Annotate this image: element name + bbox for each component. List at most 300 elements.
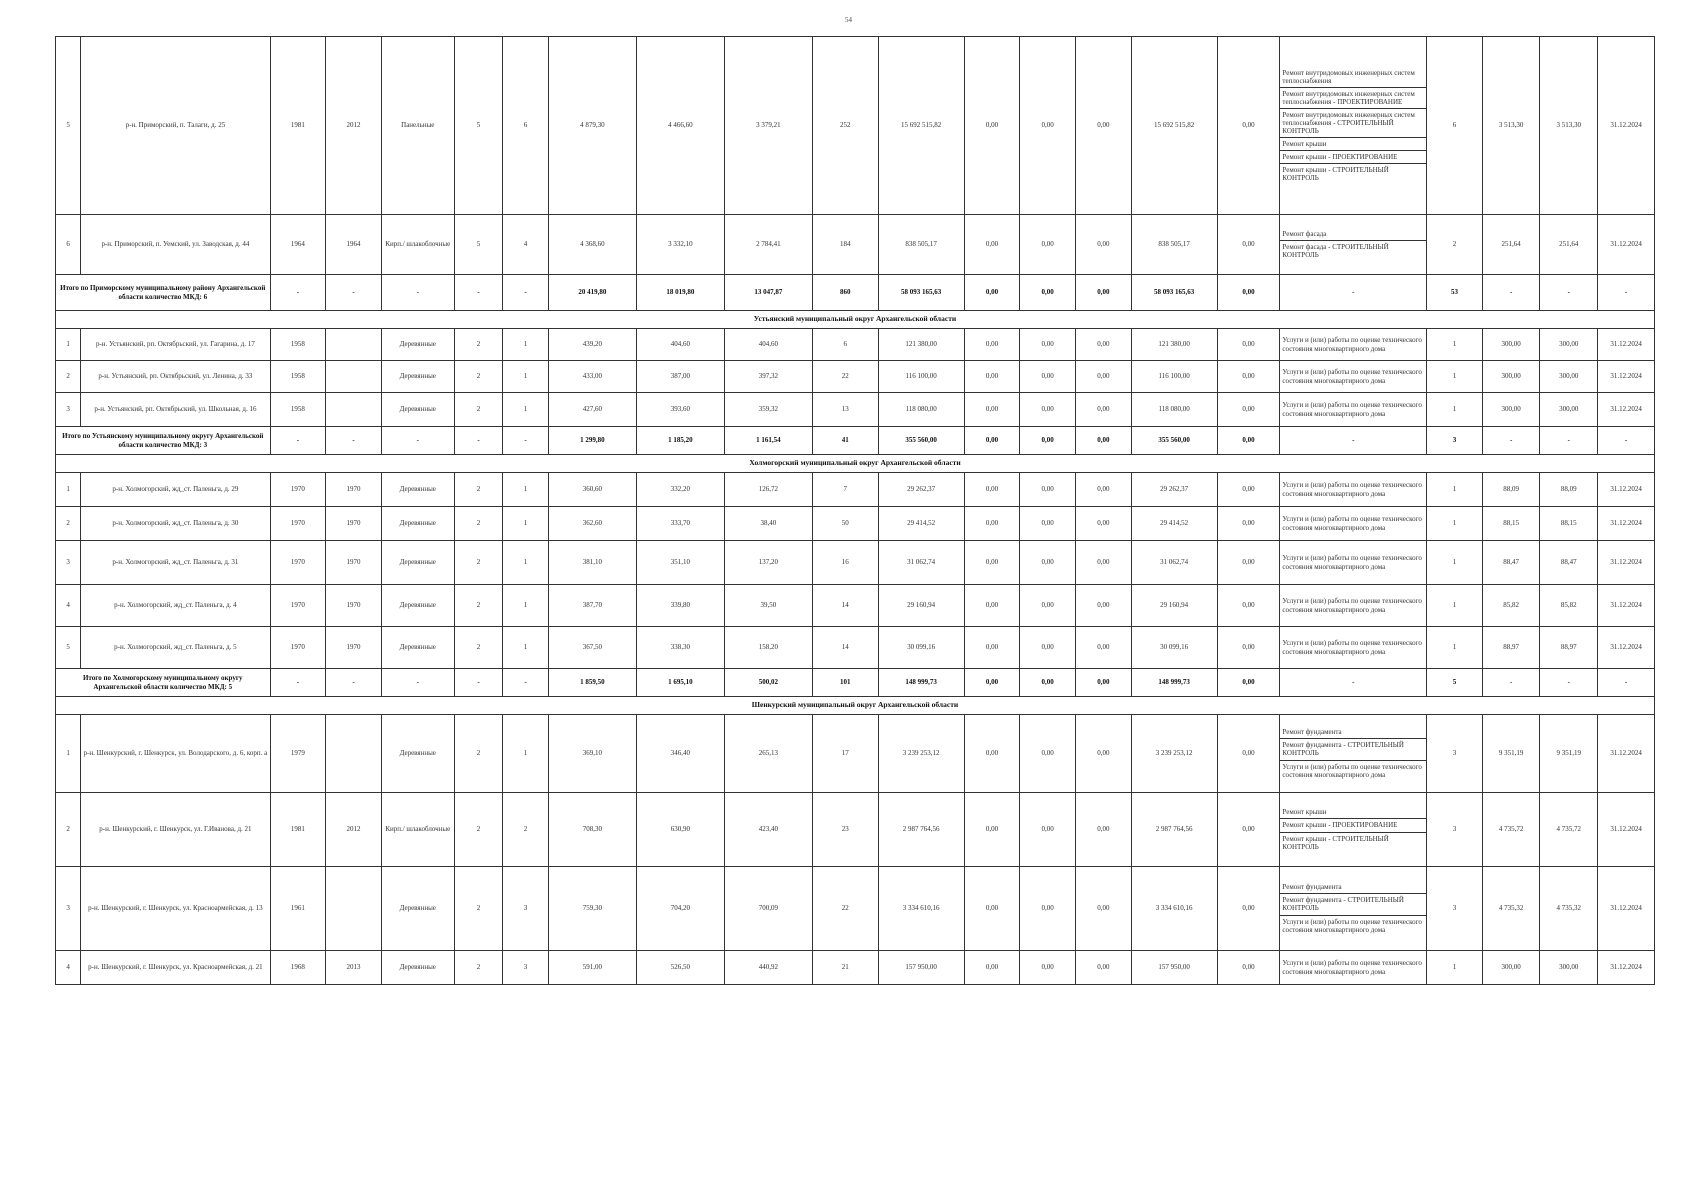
total-area-living: 1 695,10 bbox=[636, 669, 724, 697]
floors-cell: 2 bbox=[454, 585, 503, 627]
works-cell bbox=[1280, 793, 1427, 867]
entrances-cell: 2 bbox=[503, 793, 549, 867]
cost-total-cell: 30 099,16 bbox=[878, 627, 964, 669]
c5-cell: 0,00 bbox=[1217, 329, 1280, 361]
table-row bbox=[56, 715, 1655, 793]
works-count-cell: 1 bbox=[1427, 361, 1483, 393]
unit-cost-limit-cell: 300,00 bbox=[1540, 393, 1598, 427]
entrances-cell: 1 bbox=[503, 393, 549, 427]
dash-cell: - bbox=[270, 669, 326, 697]
work-item: Услуги и (или) работы по оценке технического состояния многоквартирного дома bbox=[1282, 481, 1422, 498]
works-cell bbox=[1280, 541, 1427, 585]
year-renovation-cell bbox=[326, 715, 382, 793]
total-label: Итого по Устьянскому муниципальному округу Архангельской области количество МКД: 3 bbox=[56, 427, 271, 455]
table-row bbox=[56, 473, 1655, 507]
work-item: Ремонт крыши - ПРОЕКТИРОВАНИЕ bbox=[1280, 151, 1426, 164]
row-number: 4 bbox=[56, 951, 81, 985]
total-c5: 0,00 bbox=[1217, 275, 1280, 311]
c5-cell: 0,00 bbox=[1217, 37, 1280, 215]
total-area-total: 20 419,80 bbox=[548, 275, 636, 311]
address-cell: р-н. Приморский, п. Талаги, д. 25 bbox=[81, 37, 270, 215]
residents-cell: 22 bbox=[812, 361, 878, 393]
year-built-cell: 1961 bbox=[270, 867, 326, 951]
section-header-row bbox=[56, 697, 1655, 715]
c3-cell: 0,00 bbox=[1076, 793, 1132, 867]
works-count-cell: 3 bbox=[1427, 793, 1483, 867]
entrances-cell: 6 bbox=[503, 37, 549, 215]
dash-cell: - bbox=[454, 669, 503, 697]
cost-total-cell: 29 262,37 bbox=[878, 473, 964, 507]
unit-cost-cell: 85,82 bbox=[1482, 585, 1540, 627]
total-area-living: 1 185,20 bbox=[636, 427, 724, 455]
total-area-private: 13 047,87 bbox=[724, 275, 812, 311]
total-cost-total: 355 560,00 bbox=[878, 427, 964, 455]
dash-cell: - bbox=[326, 427, 382, 455]
area-private-cell: 700,09 bbox=[724, 867, 812, 951]
dash-cell: - bbox=[270, 275, 326, 311]
c3-cell: 0,00 bbox=[1076, 867, 1132, 951]
c4-cell: 121 380,00 bbox=[1131, 329, 1217, 361]
row-number: 5 bbox=[56, 37, 81, 215]
year-renovation-cell bbox=[326, 361, 382, 393]
wall-material-cell: Деревянные bbox=[381, 473, 454, 507]
deadline-cell: 31.12.2024 bbox=[1598, 627, 1655, 669]
year-renovation-cell: 1964 bbox=[326, 215, 382, 275]
total-c4: 355 560,00 bbox=[1131, 427, 1217, 455]
area-living-cell: 346,40 bbox=[636, 715, 724, 793]
deadline-cell: 31.12.2024 bbox=[1598, 215, 1655, 275]
section-header-row bbox=[56, 311, 1655, 329]
works-cell bbox=[1280, 585, 1427, 627]
residents-cell: 50 bbox=[812, 507, 878, 541]
unit-cost-cell: 300,00 bbox=[1482, 329, 1540, 361]
c4-cell: 2 987 764,56 bbox=[1131, 793, 1217, 867]
c4-cell: 29 160,94 bbox=[1131, 585, 1217, 627]
floors-cell: 2 bbox=[454, 627, 503, 669]
works-count-cell: 1 bbox=[1427, 329, 1483, 361]
floors-cell: 2 bbox=[454, 541, 503, 585]
residents-cell: 252 bbox=[812, 37, 878, 215]
total-area-private: 1 161,54 bbox=[724, 427, 812, 455]
row-number: 2 bbox=[56, 361, 81, 393]
c5-cell: 0,00 bbox=[1217, 507, 1280, 541]
c4-cell: 157 950,00 bbox=[1131, 951, 1217, 985]
cost-total-cell: 3 239 253,12 bbox=[878, 715, 964, 793]
cost-total-cell: 3 334 610,16 bbox=[878, 867, 964, 951]
total-cost-total: 148 999,73 bbox=[878, 669, 964, 697]
wall-material-cell: Деревянные bbox=[381, 329, 454, 361]
area-living-cell: 339,80 bbox=[636, 585, 724, 627]
year-built-cell: 1970 bbox=[270, 627, 326, 669]
area-living-cell: 333,70 bbox=[636, 507, 724, 541]
dash-cell: - bbox=[1540, 427, 1598, 455]
works-cell bbox=[1280, 215, 1427, 275]
wall-material-cell: Деревянные bbox=[381, 541, 454, 585]
year-renovation-cell bbox=[326, 867, 382, 951]
page-number: 54 bbox=[845, 16, 852, 24]
works-cell bbox=[1280, 37, 1427, 215]
work-item: Ремонт фундамента bbox=[1280, 726, 1426, 739]
deadline-cell: 31.12.2024 bbox=[1598, 793, 1655, 867]
year-renovation-cell: 2012 bbox=[326, 793, 382, 867]
cost-total-cell: 31 062,74 bbox=[878, 541, 964, 585]
c5-cell: 0,00 bbox=[1217, 473, 1280, 507]
dash-cell: - bbox=[1482, 669, 1540, 697]
work-item: Ремонт фундамента - СТРОИТЕЛЬНЫЙ КОНТРОЛЬ bbox=[1280, 739, 1426, 760]
row-number: 3 bbox=[56, 867, 81, 951]
dash-cell: - bbox=[381, 669, 454, 697]
c1-cell: 0,00 bbox=[964, 361, 1020, 393]
c2-cell: 0,00 bbox=[1020, 867, 1076, 951]
table-row bbox=[56, 793, 1655, 867]
deadline-cell: 31.12.2024 bbox=[1598, 715, 1655, 793]
works-count-cell: 1 bbox=[1427, 585, 1483, 627]
unit-cost-cell: 88,97 bbox=[1482, 627, 1540, 669]
year-renovation-cell: 2013 bbox=[326, 951, 382, 985]
area-total-cell: 4 879,30 bbox=[548, 37, 636, 215]
floors-cell: 2 bbox=[454, 951, 503, 985]
residents-cell: 14 bbox=[812, 627, 878, 669]
deadline-cell: 31.12.2024 bbox=[1598, 585, 1655, 627]
c2-cell: 0,00 bbox=[1020, 473, 1076, 507]
table-row bbox=[56, 215, 1655, 275]
wall-material-cell: Деревянные bbox=[381, 715, 454, 793]
dash-cell: - bbox=[1598, 669, 1655, 697]
total-c3: 0,00 bbox=[1076, 275, 1132, 311]
cost-total-cell: 29 414,52 bbox=[878, 507, 964, 541]
c2-cell: 0,00 bbox=[1020, 393, 1076, 427]
work-item: Услуги и (или) работы по оценке технического состояния многоквартирного дома bbox=[1282, 959, 1422, 976]
floors-cell: 2 bbox=[454, 329, 503, 361]
address-cell: р-н. Устьянский, рп. Октябрьский, ул. Школьная, д. 16 bbox=[81, 393, 270, 427]
wall-material-cell: Деревянные bbox=[381, 585, 454, 627]
work-item: Ремонт внутридомовых инженерных систем теплоснабжения bbox=[1280, 67, 1426, 88]
dash-cell: - bbox=[1482, 427, 1540, 455]
c3-cell: 0,00 bbox=[1076, 393, 1132, 427]
cost-total-cell: 15 692 515,82 bbox=[878, 37, 964, 215]
c1-cell: 0,00 bbox=[964, 215, 1020, 275]
c3-cell: 0,00 bbox=[1076, 951, 1132, 985]
cost-total-cell: 116 100,00 bbox=[878, 361, 964, 393]
c4-cell: 3 334 610,16 bbox=[1131, 867, 1217, 951]
c2-cell: 0,00 bbox=[1020, 329, 1076, 361]
residents-cell: 17 bbox=[812, 715, 878, 793]
residents-cell: 6 bbox=[812, 329, 878, 361]
unit-cost-cell: 88,47 bbox=[1482, 541, 1540, 585]
deadline-cell: 31.12.2024 bbox=[1598, 541, 1655, 585]
unit-cost-limit-cell: 251,64 bbox=[1540, 215, 1598, 275]
area-private-cell: 359,32 bbox=[724, 393, 812, 427]
unit-cost-limit-cell: 300,00 bbox=[1540, 329, 1598, 361]
total-residents: 860 bbox=[812, 275, 878, 311]
section-title: Шенкурский муниципальный округ Архангельской области bbox=[56, 697, 1655, 715]
table-row bbox=[56, 627, 1655, 669]
floors-cell: 5 bbox=[454, 37, 503, 215]
dash-cell: - bbox=[270, 427, 326, 455]
c5-cell: 0,00 bbox=[1217, 361, 1280, 393]
floors-cell: 2 bbox=[454, 715, 503, 793]
unit-cost-cell: 88,15 bbox=[1482, 507, 1540, 541]
c3-cell: 0,00 bbox=[1076, 215, 1132, 275]
work-item: Услуги и (или) работы по оценке технического состояния многоквартирного дома bbox=[1282, 917, 1422, 934]
year-renovation-cell: 2012 bbox=[326, 37, 382, 215]
row-number: 6 bbox=[56, 215, 81, 275]
entrances-cell: 1 bbox=[503, 329, 549, 361]
year-built-cell: 1981 bbox=[270, 793, 326, 867]
dash-cell: - bbox=[381, 275, 454, 311]
entrances-cell: 1 bbox=[503, 361, 549, 393]
residents-cell: 22 bbox=[812, 867, 878, 951]
c1-cell: 0,00 bbox=[964, 951, 1020, 985]
c5-cell: 0,00 bbox=[1217, 215, 1280, 275]
work-item: Услуги и (или) работы по оценке технического состояния многоквартирного дома bbox=[1282, 639, 1422, 656]
dash-cell: - bbox=[1540, 275, 1598, 311]
dash-cell: - bbox=[326, 669, 382, 697]
area-total-cell: 369,10 bbox=[548, 715, 636, 793]
unit-cost-limit-cell: 4 735,32 bbox=[1540, 867, 1598, 951]
cost-total-cell: 157 950,00 bbox=[878, 951, 964, 985]
work-item: Ремонт крыши bbox=[1280, 806, 1426, 819]
area-total-cell: 362,60 bbox=[548, 507, 636, 541]
row-number: 4 bbox=[56, 585, 81, 627]
year-renovation-cell: 1970 bbox=[326, 473, 382, 507]
area-private-cell: 423,40 bbox=[724, 793, 812, 867]
row-number: 1 bbox=[56, 715, 81, 793]
table-row bbox=[56, 37, 1655, 215]
dash-cell: - bbox=[1280, 275, 1427, 311]
table-row bbox=[56, 541, 1655, 585]
works-count-cell: 3 bbox=[1427, 867, 1483, 951]
area-living-cell: 393,60 bbox=[636, 393, 724, 427]
area-total-cell: 381,10 bbox=[548, 541, 636, 585]
address-cell: р-н. Холмогорский, жд_ст. Паленьга, д. 31 bbox=[81, 541, 270, 585]
total-c5: 0,00 bbox=[1217, 427, 1280, 455]
total-cost-total: 58 093 165,63 bbox=[878, 275, 964, 311]
year-built-cell: 1970 bbox=[270, 541, 326, 585]
work-item: Ремонт внутридомовых инженерных систем теплоснабжения - ПРОЕКТИРОВАНИЕ bbox=[1280, 88, 1426, 109]
total-area-total: 1 859,50 bbox=[548, 669, 636, 697]
residents-cell: 14 bbox=[812, 585, 878, 627]
works-count-cell: 1 bbox=[1427, 507, 1483, 541]
unit-cost-cell: 88,09 bbox=[1482, 473, 1540, 507]
cost-total-cell: 2 987 764,56 bbox=[878, 793, 964, 867]
total-c4: 148 999,73 bbox=[1131, 669, 1217, 697]
area-living-cell: 3 332,10 bbox=[636, 215, 724, 275]
table-row bbox=[56, 329, 1655, 361]
year-built-cell: 1979 bbox=[270, 715, 326, 793]
c1-cell: 0,00 bbox=[964, 793, 1020, 867]
c3-cell: 0,00 bbox=[1076, 361, 1132, 393]
residents-cell: 16 bbox=[812, 541, 878, 585]
area-total-cell: 367,50 bbox=[548, 627, 636, 669]
year-built-cell: 1958 bbox=[270, 361, 326, 393]
table-row bbox=[56, 361, 1655, 393]
table-row bbox=[56, 585, 1655, 627]
section-title: Холмогорский муниципальный округ Архангельской области bbox=[56, 455, 1655, 473]
floors-cell: 2 bbox=[454, 867, 503, 951]
total-area-total: 1 299,80 bbox=[548, 427, 636, 455]
area-private-cell: 265,13 bbox=[724, 715, 812, 793]
address-cell: р-н. Шенкурский, г. Шенкурск, ул. Володарского, д. 6, корп. а bbox=[81, 715, 270, 793]
c3-cell: 0,00 bbox=[1076, 585, 1132, 627]
c2-cell: 0,00 bbox=[1020, 361, 1076, 393]
works-cell bbox=[1280, 507, 1427, 541]
c5-cell: 0,00 bbox=[1217, 627, 1280, 669]
work-item: Ремонт фасада bbox=[1280, 228, 1426, 241]
c3-cell: 0,00 bbox=[1076, 541, 1132, 585]
unit-cost-cell: 251,64 bbox=[1482, 215, 1540, 275]
work-item: Ремонт крыши bbox=[1280, 138, 1426, 151]
unit-cost-limit-cell: 9 351,19 bbox=[1540, 715, 1598, 793]
works-cell bbox=[1280, 393, 1427, 427]
c2-cell: 0,00 bbox=[1020, 215, 1076, 275]
works-count-cell: 1 bbox=[1427, 627, 1483, 669]
cost-total-cell: 121 380,00 bbox=[878, 329, 964, 361]
works-count-cell: 1 bbox=[1427, 473, 1483, 507]
works-cell bbox=[1280, 715, 1427, 793]
address-cell: р-н. Холмогорский, жд_ст. Паленьга, д. 30 bbox=[81, 507, 270, 541]
total-c2: 0,00 bbox=[1020, 427, 1076, 455]
total-works-count: 5 bbox=[1427, 669, 1483, 697]
area-total-cell: 427,60 bbox=[548, 393, 636, 427]
work-item: Услуги и (или) работы по оценке технического состояния многоквартирного дома bbox=[1282, 336, 1422, 353]
total-c4: 58 093 165,63 bbox=[1131, 275, 1217, 311]
address-cell: р-н. Устьянский, рп. Октябрьский, ул. Ленина, д. 33 bbox=[81, 361, 270, 393]
dash-cell: - bbox=[1598, 275, 1655, 311]
entrances-cell: 3 bbox=[503, 867, 549, 951]
c2-cell: 0,00 bbox=[1020, 585, 1076, 627]
work-item: Ремонт фундамента bbox=[1280, 881, 1426, 894]
dash-cell: - bbox=[326, 275, 382, 311]
total-row bbox=[56, 275, 1655, 311]
unit-cost-cell: 4 735,72 bbox=[1482, 793, 1540, 867]
dash-cell: - bbox=[454, 427, 503, 455]
deadline-cell: 31.12.2024 bbox=[1598, 329, 1655, 361]
row-number: 3 bbox=[56, 393, 81, 427]
area-living-cell: 387,00 bbox=[636, 361, 724, 393]
entrances-cell: 1 bbox=[503, 627, 549, 669]
area-private-cell: 397,32 bbox=[724, 361, 812, 393]
works-count-cell: 1 bbox=[1427, 951, 1483, 985]
area-total-cell: 360,60 bbox=[548, 473, 636, 507]
row-number: 2 bbox=[56, 507, 81, 541]
row-number: 1 bbox=[56, 329, 81, 361]
c2-cell: 0,00 bbox=[1020, 507, 1076, 541]
works-cell bbox=[1280, 361, 1427, 393]
deadline-cell: 31.12.2024 bbox=[1598, 867, 1655, 951]
row-number: 1 bbox=[56, 473, 81, 507]
c3-cell: 0,00 bbox=[1076, 473, 1132, 507]
wall-material-cell: Деревянные bbox=[381, 393, 454, 427]
year-built-cell: 1970 bbox=[270, 473, 326, 507]
floors-cell: 2 bbox=[454, 507, 503, 541]
entrances-cell: 4 bbox=[503, 215, 549, 275]
work-item: Ремонт фундамента - СТРОИТЕЛЬНЫЙ КОНТРОЛЬ bbox=[1280, 894, 1426, 915]
c5-cell: 0,00 bbox=[1217, 793, 1280, 867]
address-cell: р-н. Шенкурский, г. Шенкурск, ул. Г.Иванова, д. 21 bbox=[81, 793, 270, 867]
works-cell bbox=[1280, 329, 1427, 361]
address-cell: р-н. Шенкурский, г. Шенкурск, ул. Красноармейская, д. 21 bbox=[81, 951, 270, 985]
unit-cost-cell: 9 351,19 bbox=[1482, 715, 1540, 793]
dash-cell: - bbox=[1540, 669, 1598, 697]
c4-cell: 31 062,74 bbox=[1131, 541, 1217, 585]
wall-material-cell: Деревянные bbox=[381, 627, 454, 669]
c5-cell: 0,00 bbox=[1217, 715, 1280, 793]
deadline-cell: 31.12.2024 bbox=[1598, 507, 1655, 541]
c1-cell: 0,00 bbox=[964, 507, 1020, 541]
dash-cell: - bbox=[503, 427, 549, 455]
work-item: Услуги и (или) работы по оценке технического состояния многоквартирного дома bbox=[1282, 368, 1422, 385]
address-cell: р-н. Холмогорский, жд_ст. Паленьга, д. 5 bbox=[81, 627, 270, 669]
row-number: 5 bbox=[56, 627, 81, 669]
c3-cell: 0,00 bbox=[1076, 715, 1132, 793]
c4-cell: 116 100,00 bbox=[1131, 361, 1217, 393]
c5-cell: 0,00 bbox=[1217, 867, 1280, 951]
unit-cost-limit-cell: 300,00 bbox=[1540, 361, 1598, 393]
work-item: Услуги и (или) работы по оценке технического состояния многоквартирного дома bbox=[1282, 554, 1422, 571]
works-cell bbox=[1280, 867, 1427, 951]
year-built-cell: 1970 bbox=[270, 585, 326, 627]
row-number: 3 bbox=[56, 541, 81, 585]
dash-cell: - bbox=[1280, 427, 1427, 455]
dash-cell: - bbox=[381, 427, 454, 455]
works-cell bbox=[1280, 951, 1427, 985]
total-c1: 0,00 bbox=[964, 275, 1020, 311]
c1-cell: 0,00 bbox=[964, 585, 1020, 627]
year-built-cell: 1968 bbox=[270, 951, 326, 985]
works-cell bbox=[1280, 627, 1427, 669]
area-private-cell: 137,20 bbox=[724, 541, 812, 585]
table-row bbox=[56, 951, 1655, 985]
c4-cell: 15 692 515,82 bbox=[1131, 37, 1217, 215]
c2-cell: 0,00 bbox=[1020, 793, 1076, 867]
total-residents: 41 bbox=[812, 427, 878, 455]
area-private-cell: 39,50 bbox=[724, 585, 812, 627]
unit-cost-cell: 300,00 bbox=[1482, 361, 1540, 393]
unit-cost-cell: 300,00 bbox=[1482, 393, 1540, 427]
total-c2: 0,00 bbox=[1020, 275, 1076, 311]
work-item: Ремонт крыши - СТРОИТЕЛЬНЫЙ КОНТРОЛЬ bbox=[1282, 834, 1389, 851]
wall-material-cell: Панельные bbox=[381, 37, 454, 215]
total-residents: 101 bbox=[812, 669, 878, 697]
c4-cell: 838 505,17 bbox=[1131, 215, 1217, 275]
total-area-living: 18 019,80 bbox=[636, 275, 724, 311]
year-built-cell: 1981 bbox=[270, 37, 326, 215]
capital-repair-table bbox=[55, 36, 1655, 985]
wall-material-cell: Кирп./ шлакоблочные bbox=[381, 793, 454, 867]
work-item: Ремонт внутридомовых инженерных систем теплоснабжения - СТРОИТЕЛЬНЫЙ КОНТРОЛЬ bbox=[1280, 109, 1426, 138]
work-item: Услуги и (или) работы по оценке технического состояния многоквартирного дома bbox=[1282, 515, 1422, 532]
deadline-cell: 31.12.2024 bbox=[1598, 393, 1655, 427]
area-total-cell: 439,20 bbox=[548, 329, 636, 361]
works-count-cell: 6 bbox=[1427, 37, 1483, 215]
area-private-cell: 3 379,21 bbox=[724, 37, 812, 215]
c1-cell: 0,00 bbox=[964, 541, 1020, 585]
floors-cell: 2 bbox=[454, 393, 503, 427]
wall-material-cell: Деревянные bbox=[381, 951, 454, 985]
area-living-cell: 630,90 bbox=[636, 793, 724, 867]
unit-cost-cell: 4 735,32 bbox=[1482, 867, 1540, 951]
entrances-cell: 1 bbox=[503, 541, 549, 585]
unit-cost-limit-cell: 3 513,30 bbox=[1540, 37, 1598, 215]
total-c1: 0,00 bbox=[964, 427, 1020, 455]
row-number: 2 bbox=[56, 793, 81, 867]
total-label: Итого по Приморскому муниципальному району Архангельской области количество МКД: 6 bbox=[56, 275, 271, 311]
deadline-cell: 31.12.2024 bbox=[1598, 37, 1655, 215]
residents-cell: 184 bbox=[812, 215, 878, 275]
table-row bbox=[56, 507, 1655, 541]
entrances-cell: 1 bbox=[503, 585, 549, 627]
